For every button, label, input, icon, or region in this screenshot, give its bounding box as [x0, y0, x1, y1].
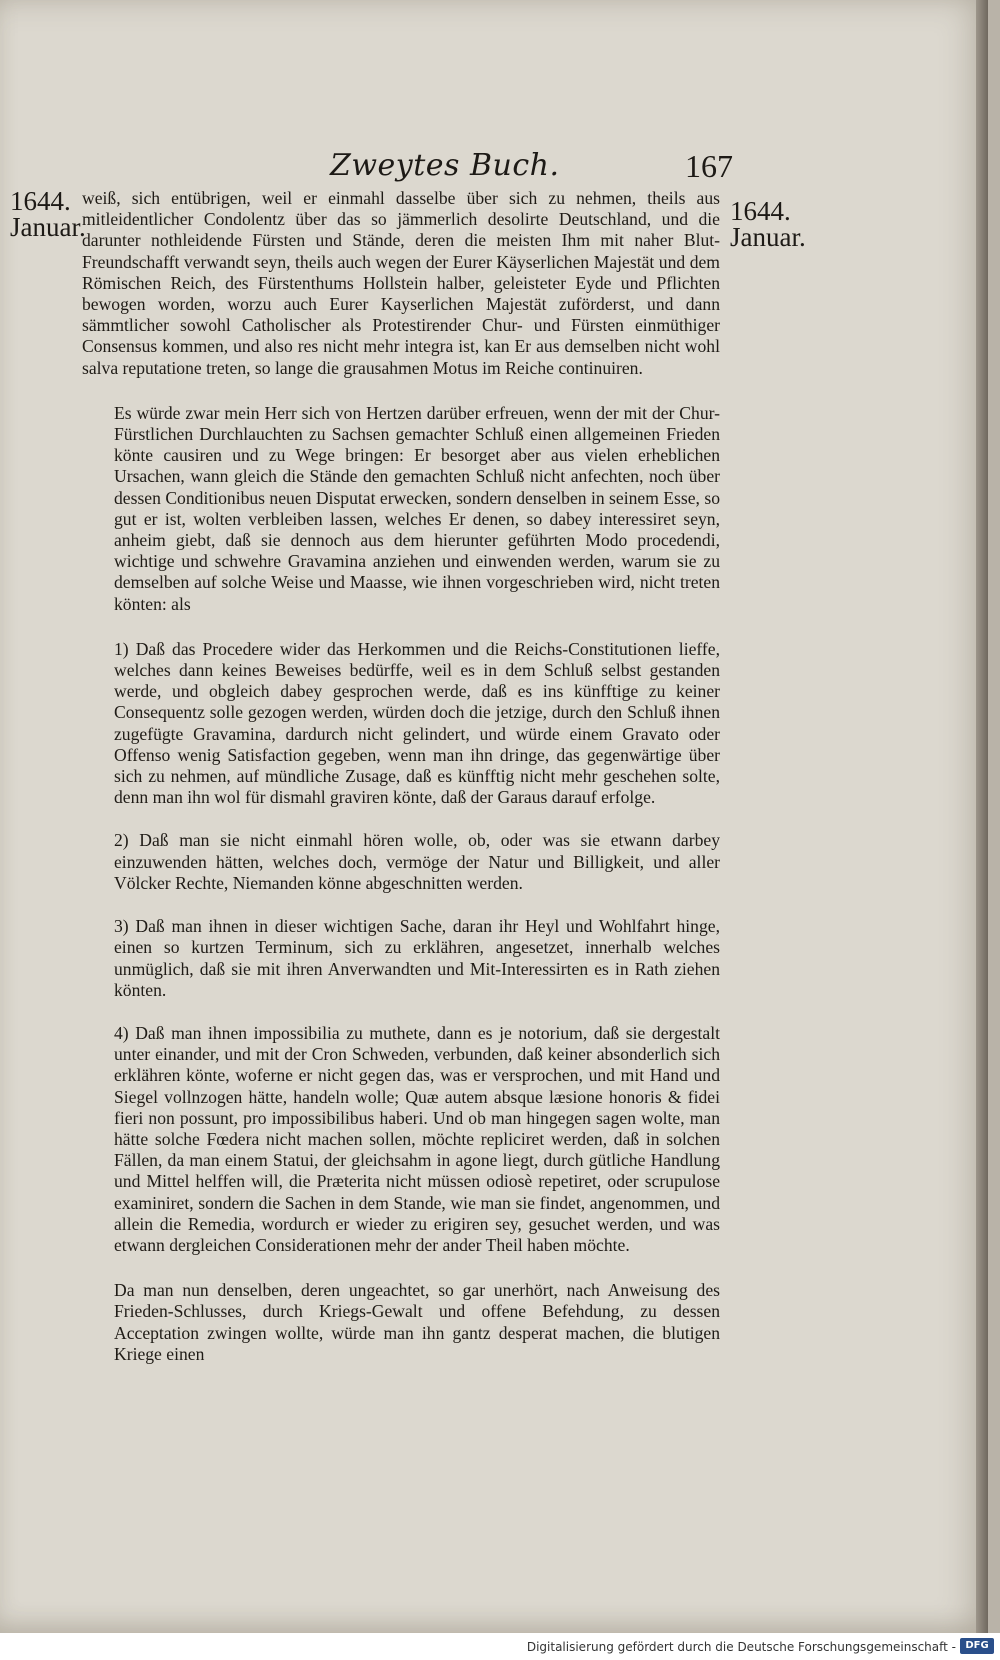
left-margin-month: Januar.: [10, 212, 86, 242]
funding-credit: Digitalisierung gefördert durch die Deutsche Forschungsgemeinschaft -: [526, 1640, 956, 1654]
right-margin-month: Januar.: [730, 222, 806, 252]
running-header-title: Zweytes Buch.: [330, 148, 560, 183]
paragraph: Da man nun denselben, deren ungeachtet, so gar unerhört, nach Anweisung des Frieden-Schlusses, durch Kriegs-Gewalt und offene Befehdung, zu dessen Acceptation zwingen wollte, würde man ihn gantz desperat machen, die blutigen Kriege einen: [114, 1280, 720, 1364]
book-spine-shadow: [976, 0, 988, 1633]
dfg-logo-icon: DFG: [960, 1638, 994, 1654]
paragraph: weiß, sich entübrigen, weil er einmahl dasselbe über sich zu nehmen, theils aus mitleidentlicher Condolentz über das so jämmerlich desolirte Deutschland, und die darunter nothleidende Fürsten und Stände, deren die meisten Ihm mit naher Blut-Freundschafft verwandt seyn, theils auch wegen der Eurer Käyserlichen Majestät und dem Römischen Reich, des Fürstenthums Hollstein halber, geleisteter Eyde und Pflichten bewogen worden, worzu auch Eurer Kayserlichen Majestät zuförderst, und dann sämmtlicher sowohl Catholischer als Protestirender Chur- und Fürsten einmüthiger Consensus kommen, und also res nicht mehr integra ist, kan Er aus demselben nicht wohl salva reputatione treten, so lange die grausahmen Motus im Reiche continuiren.: [82, 188, 720, 378]
numbered-item: 4) Daß man ihnen impossibilia zu muthete, dann es je notorium, daß sie dergestalt unter einander, und mit der Cron Schweden, verbunden, daß keiner absonderlich sich erklähren könte, woferne er nicht gegen das, was er versprochen, und mit Hand und Siegel vollnzogen hätte, handeln wolle; Quæ autem absque læsione honoris & fidei fieri non possunt, pro impossibilibus haberi. Und ob man hingegen sagen wolte, man hätte solche Fœdera nicht machen sollen, möchte repliciret werden, daß in solchen Fällen, da man einem Statui, der gleichsahm in agone liegt, durch gütliche Handlung und Mittel helffen will, die Præterita nicht müssen odiosè repetiret, oder scrupulose examiniret, sondern die Sachen in dem Stande, wie man sie findet, angenommen, und allein die Remedia, wordurch er wieder zu erigiren sey, gesuchet werden, und was etwann dergleichen Considerationen mehr der ander Theil haben möchte.: [114, 1022, 720, 1255]
paragraph: Es würde zwar mein Herr sich von Hertzen darüber erfreuen, wenn der mit der Chur-Fürstlichen Durchlauchten zu Sachsen gemachter Schluß einen allgemeinen Frieden könte causiren und zu Wege bringen: Er besorget aber aus vielen erheblichen Ursachen, wann gleich die Stände den gemachten Schluß nicht anfechten, noch über dessen Conditionibus neuen Disputat erwecken, sondern denselben in seinem Esse, so gut er ist, wolten verbleiben lassen, welches Er denen, so dabey interessiret seyn, anheim giebt, daß sie dennoch aus dem hierunter geführten Modo procedendi, wichtige und schwehre Gravamina anziehen und einwenden werden, warum sie zu demselben auf solche Weise und Maasse, wie ihnen vorgeschrieben wird, nicht treten könten: als: [114, 402, 720, 614]
numbered-item: 1) Daß das Procedere wider das Herkommen und die Reichs-Constitutionen lieffe, welches dann keines Beweises bedürffe, weil es in dem Schluß selbst gestanden werde, und obgleich dabey gesprochen werde, daß es ins künfftige zu keiner Consequentz solle gezogen werden, würden doch die jetzige, durch den Schluß ihnen zugefügte Gravamina, dardurch nicht gelindert, und würde einem Gravato oder Offenso wenig Satisfaction gegeben, wenn man ihn dringe, das gegenwärtige über sich zu nehmen, auf mündliche Zusage, daß es künfftig nicht mehr geschehen solte, denn man ihn wol für dismahl graviren könte, daß der Garaus darauf erfolge.: [114, 638, 720, 808]
main-text-column: [82, 188, 720, 1365]
numbered-item: 2) Daß man sie nicht einmahl hören wolle, ob, oder was sie etwann darbey einzuwenden hätten, welches doch, vermöge der Natur und Billigkeit, und aller Völcker Rechte, Niemanden könne abgeschnitten werden.: [114, 830, 720, 893]
numbered-item: 3) Daß man ihnen in dieser wichtigen Sache, daran ihr Heyl und Wohlfahrt hinge, einen so kurtzen Terminum, sich zu erklähren, angesetzet, innerhalb welches unmüglich, daß sie mit ihren Anverwandten und Mit-Interessirten es in Rath ziehen könten.: [114, 916, 720, 1000]
right-margin-year: 1644.: [730, 196, 791, 226]
right-margin-date: [730, 198, 806, 250]
left-margin-date: [10, 188, 86, 240]
page-number: 167: [685, 148, 733, 184]
left-margin-year: 1644.: [10, 186, 71, 216]
